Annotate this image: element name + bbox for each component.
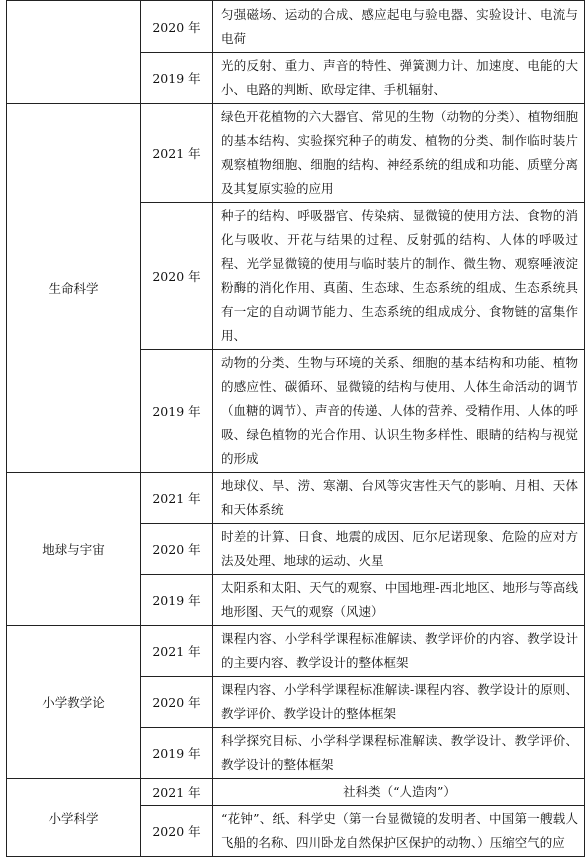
year-cell: 2021 年 <box>141 104 213 203</box>
year-cell: 2019 年 <box>141 728 213 779</box>
topics-cell: 太阳系和太阳、天气的观察、中国地理-西北地区、地形与等高线地形图、天气的观察（风速） <box>213 575 585 626</box>
table-row <box>7 473 585 524</box>
table-row <box>7 779 585 806</box>
table-row <box>7 104 585 203</box>
topics-cell: 科学探究目标、小学科学课程标准解读、教学设计、教学评价、教学设计的整体框架 <box>213 728 585 779</box>
syllabus-table-container <box>6 0 584 857</box>
year-cell: 2019 年 <box>141 350 213 473</box>
category-cell-pedagogy: 小学教学论 <box>7 626 141 779</box>
topics-cell: 绿色开花植物的六大器官、常见的生物（动物的分类）、植物细胞的基本结构、实验探究种子的萌发、植物的分类、制作临时装片观察植物细胞、细胞的结构、神经系统的组成和功能、质壁分离及其复原实验的应用 <box>213 104 585 203</box>
topics-cell: 课程内容、小学科学课程标准解读、教学评价的内容、教学设计的主要内容、教学设计的整体框架 <box>213 626 585 677</box>
year-cell: 2021 年 <box>141 779 213 806</box>
year-cell: 2020 年 <box>141 677 213 728</box>
year-cell: 2020 年 <box>141 1 213 53</box>
year-cell: 2021 年 <box>141 626 213 677</box>
year-cell: 2021 年 <box>141 473 213 524</box>
topics-cell: 社科类（“人造肉”） <box>213 779 585 806</box>
topics-cell: 匀强磁场、运动的合成、感应起电与验电器、实验设计、电流与电荷 <box>213 1 585 53</box>
year-cell: 2020 年 <box>141 806 213 857</box>
topics-cell: 光的反射、重力、声音的特性、弹簧测力计、加速度、电能的大小、电路的判断、欧母定律、手机辐射、 <box>213 53 585 104</box>
year-cell: 2020 年 <box>141 203 213 350</box>
topics-cell: 动物的分类、生物与环境的关系、细胞的基本结构和功能、植物的感应性、碳循环、显微镜的结构与使用、人体生命活动的调节（血糖的调节）、声音的传递、人体的营养、受精作用、人体的呼吸、绿色植物的光合作用、认识生物多样性、眼睛的结构与视觉的形成 <box>213 350 585 473</box>
table-row <box>7 626 585 677</box>
year-cell: 2020 年 <box>141 524 213 575</box>
year-cell: 2019 年 <box>141 53 213 104</box>
category-cell-life-science: 生命科学 <box>7 104 141 473</box>
category-cell-primary-science: 小学科学 <box>7 779 141 857</box>
table-row <box>7 1 585 53</box>
category-cell-physics <box>7 1 141 104</box>
topics-cell: “花钟”、纸、科学史（第一台显微镜的发明者、中国第一艘载人飞船的名称、四川卧龙自然保护区保护的动物、）压缩空气的应 <box>213 806 585 857</box>
topics-cell: 时差的计算、日食、地震的成因、厄尔尼诺现象、危险的应对方法及处理、地球的运动、火星 <box>213 524 585 575</box>
category-cell-earth-universe: 地球与宇宙 <box>7 473 141 626</box>
exam-topics-table <box>6 0 585 857</box>
topics-cell: 地球仪、旱、涝、寒潮、台风等灾害性天气的影响、月相、天体和天体系统 <box>213 473 585 524</box>
year-cell: 2019 年 <box>141 575 213 626</box>
topics-cell: 种子的结构、呼吸器官、传染病、显微镜的使用方法、食物的消化与吸收、开花与结果的过程、反射弧的结构、人体的呼吸过程、光学显微镜的使用与临时装片的制作、微生物、观察唾液淀粉酶的消化作用、真菌、生态球、生态系统的组成、生态系统具有一定的自动调节能力、生态系统的组成成分、食物链的富集作用、 <box>213 203 585 350</box>
topics-cell: 课程内容、小学科学课程标准解读-课程内容、教学设计的原则、教学评价、教学设计的整体框架 <box>213 677 585 728</box>
